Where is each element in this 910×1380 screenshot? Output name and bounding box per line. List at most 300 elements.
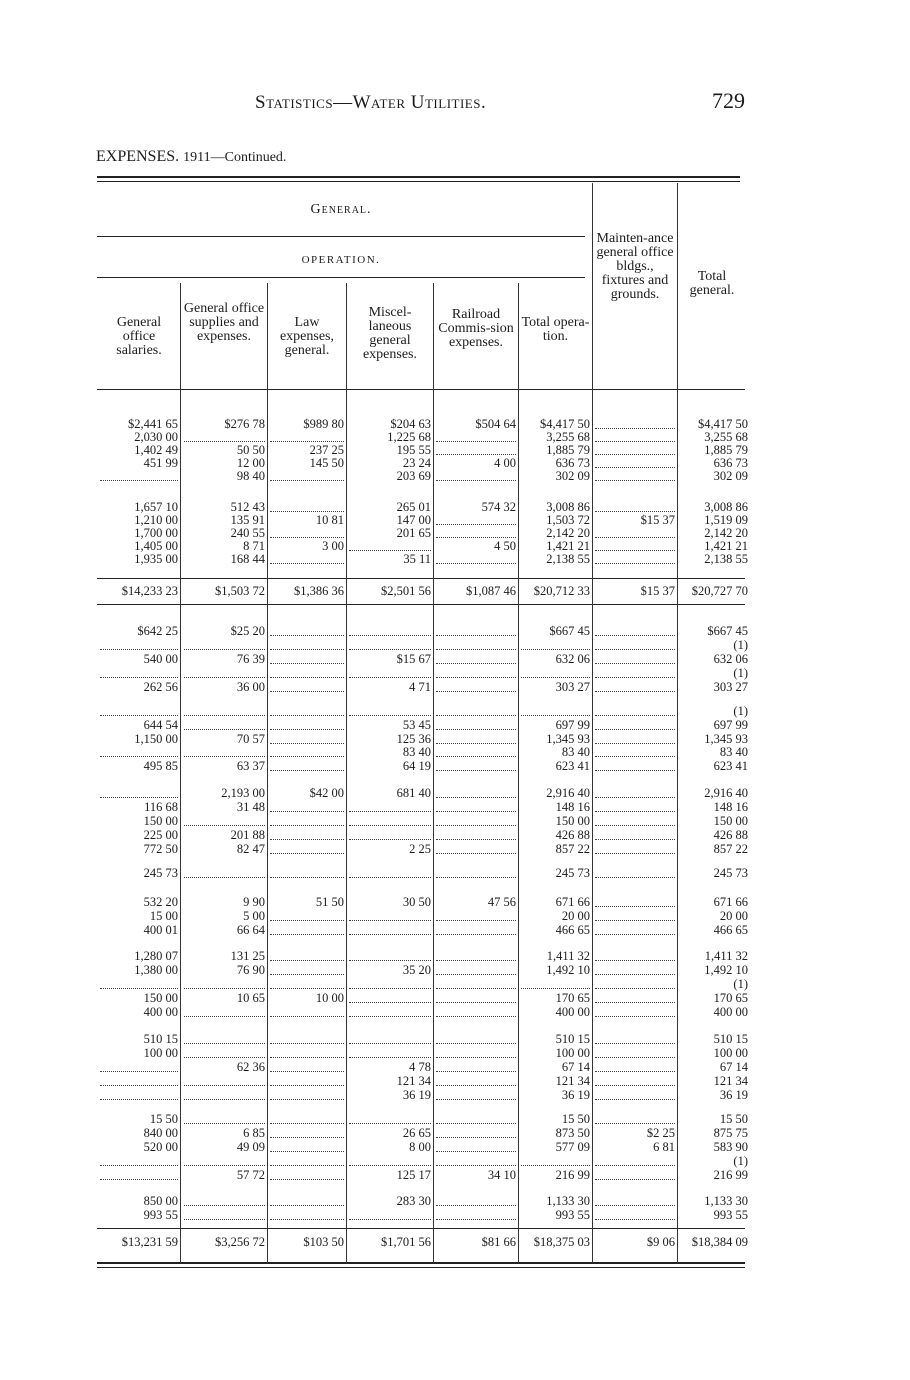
dot-leader [595, 715, 675, 716]
dot-leader [436, 454, 516, 455]
table-cell: $642 25 [137, 624, 178, 638]
table-cell: 2,030 00 [134, 430, 178, 444]
table-cell: 168 44 [230, 552, 265, 566]
dot-leader [184, 715, 265, 716]
dot-leader [184, 1043, 265, 1044]
dot-leader [436, 691, 516, 692]
table-cell: 3,255 68 [704, 430, 748, 444]
dot-leader [521, 988, 590, 989]
dot-leader [436, 825, 516, 826]
dot-leader [595, 839, 675, 840]
table-cell: 35 11 [403, 552, 431, 566]
dot-leader [436, 1085, 516, 1086]
dot-leader [349, 1165, 431, 1166]
dot-leader [349, 550, 431, 551]
dot-leader [436, 537, 516, 538]
table-cell: 15 50 [719, 1112, 748, 1126]
dot-leader [436, 663, 516, 664]
dot-leader [270, 811, 344, 812]
dot-leader [436, 441, 516, 442]
table-cell: 426 88 [713, 828, 748, 842]
table-cell: 400 00 [713, 1005, 748, 1019]
table-cell: $667 45 [549, 624, 590, 638]
operation-underline [97, 277, 585, 278]
subtotal-cell: $15 37 [640, 584, 675, 598]
table-cell: 303 27 [713, 680, 748, 694]
dot-leader [436, 839, 516, 840]
table-cell: 50 50 [236, 443, 265, 457]
dot-leader [270, 825, 344, 826]
dot-leader [349, 677, 431, 678]
table-cell: 2,138 55 [546, 552, 590, 566]
dot-leader [184, 1123, 265, 1124]
dot-leader [521, 1165, 590, 1166]
table-cell: 632 06 [713, 652, 748, 666]
dot-leader [436, 1123, 516, 1124]
bottom-rule-thin [97, 1267, 745, 1268]
table-cell: 1,225 68 [387, 430, 431, 444]
dot-leader [436, 480, 516, 481]
table-cell: 636 73 [713, 456, 748, 470]
caption-title: EXPENSES. [96, 148, 180, 165]
dot-leader [270, 1165, 344, 1166]
table-cell: 83 40 [402, 745, 431, 759]
dot-leader [436, 563, 516, 564]
table-cell: 201 65 [396, 526, 431, 540]
dot-leader [521, 649, 590, 650]
dot-leader [270, 988, 344, 989]
table-cell: 216 99 [555, 1168, 590, 1182]
dot-leader [595, 480, 675, 481]
dot-leader [436, 1099, 516, 1100]
table-cell: 426 88 [555, 828, 590, 842]
table-cell: 170 65 [713, 991, 748, 1005]
table-cell: 47 56 [487, 895, 516, 909]
dot-leader [595, 920, 675, 921]
table-cell: 64 19 [402, 759, 431, 773]
dot-leader [270, 715, 344, 716]
table-cell: 240 55 [230, 526, 265, 540]
subtotal-cell: $1,386 36 [294, 584, 344, 598]
table-cell: 1,492 10 [546, 963, 590, 977]
dot-leader [184, 988, 265, 989]
table-cell: 681 40 [396, 786, 431, 800]
dot-leader [595, 743, 675, 744]
dot-leader [270, 1043, 344, 1044]
dot-leader [270, 511, 344, 512]
table-cell: $2,441 65 [128, 417, 178, 431]
table-cell: 15 50 [149, 1112, 178, 1126]
table-cell: 644 54 [143, 718, 178, 732]
dot-leader [349, 715, 431, 716]
dot-leader [184, 1016, 265, 1017]
table-cell: $4,417 50 [540, 417, 590, 431]
dot-leader [184, 877, 265, 878]
table-cell: 30 50 [402, 895, 431, 909]
dot-leader [349, 1016, 431, 1017]
table-cell: 15 50 [561, 1112, 590, 1126]
top-rule-thin [97, 181, 740, 182]
table-cell: 1,492 10 [704, 963, 748, 977]
dot-leader [270, 853, 344, 854]
dot-leader [184, 1057, 265, 1058]
table-cell: 772 50 [143, 842, 178, 856]
dot-leader [270, 1151, 344, 1152]
dot-leader [270, 1057, 344, 1058]
dot-leader [270, 743, 344, 744]
dot-leader [595, 441, 675, 442]
table-cell: 520 00 [143, 1140, 178, 1154]
table-cell: 67 14 [719, 1060, 748, 1074]
table-cell: 116 68 [144, 800, 178, 814]
dot-leader [270, 537, 344, 538]
col-rule [677, 183, 678, 1263]
dot-leader [595, 853, 675, 854]
total-cell: $13,231 59 [121, 1235, 178, 1249]
table-cell: 574 32 [481, 500, 516, 514]
table-cell: 57 72 [236, 1168, 265, 1182]
dot-leader [270, 934, 344, 935]
table-cell: 302 09 [555, 469, 590, 483]
dot-leader [595, 1057, 675, 1058]
table-cell: 510 15 [713, 1032, 748, 1046]
table-cell: 245 73 [555, 866, 590, 880]
dot-leader [595, 811, 675, 812]
table-cell: $25 20 [230, 624, 265, 638]
subtotal-cell: $2,501 56 [381, 584, 431, 598]
dot-leader [595, 770, 675, 771]
table-cell: 466 65 [713, 923, 748, 937]
dot-leader [270, 1071, 344, 1072]
table-cell: 135 91 [230, 513, 265, 527]
table-cell: 265 01 [396, 500, 431, 514]
table-cell: 671 66 [555, 895, 590, 909]
dot-leader [270, 480, 344, 481]
table-cell: 1,885 79 [546, 443, 590, 457]
dot-leader [349, 934, 431, 935]
table-cell: 400 00 [143, 1005, 178, 1019]
table-cell: 451 99 [143, 456, 178, 470]
table-cell: 2,138 55 [704, 552, 748, 566]
table-cell: 1,133 30 [704, 1194, 748, 1208]
dot-leader [436, 974, 516, 975]
table-cell: 8 71 [243, 539, 265, 553]
table-cell: (1) [733, 1154, 748, 1168]
table-cell: 1,503 72 [546, 513, 590, 527]
table-cell: 201 88 [230, 828, 265, 842]
table-cell: 195 55 [396, 443, 431, 457]
dot-leader [595, 550, 675, 551]
dot-leader [595, 906, 675, 907]
dot-leader [595, 1205, 675, 1206]
dot-leader [349, 920, 431, 921]
dot-leader [436, 811, 516, 812]
dot-leader [595, 467, 675, 468]
dot-leader [521, 677, 590, 678]
table-cell: 121 34 [396, 1074, 431, 1088]
table-cell: 532 20 [143, 895, 178, 909]
table-cell: 36 19 [402, 1088, 431, 1102]
table-cell: 20 00 [561, 909, 590, 923]
table-cell: 35 20 [402, 963, 431, 977]
dot-leader [595, 1099, 675, 1100]
table-cell: 1,411 32 [546, 949, 590, 963]
dot-leader [436, 756, 516, 757]
dot-leader [270, 756, 344, 757]
col-header-total-general: Total general. [689, 269, 735, 298]
col-rule [180, 283, 181, 1263]
table-cell: $989 80 [303, 417, 344, 431]
table-cell: 150 00 [143, 814, 178, 828]
table-cell: 857 22 [555, 842, 590, 856]
table-cell: 170 65 [555, 991, 590, 1005]
dot-leader [100, 480, 178, 481]
table-cell: 145 50 [309, 456, 344, 470]
table-cell: $15 37 [640, 513, 675, 527]
table-cell: 697 99 [555, 718, 590, 732]
top-rule [97, 176, 740, 178]
dot-leader [349, 1002, 431, 1003]
dot-leader [270, 770, 344, 771]
table-cell: 495 85 [143, 759, 178, 773]
table-cell: 3,008 86 [704, 500, 748, 514]
dot-leader [100, 756, 178, 757]
running-title: Statistics—Water Utilities. [255, 92, 487, 113]
general-underline [97, 236, 585, 237]
table-cell: 1,133 30 [546, 1194, 590, 1208]
dot-leader [270, 1123, 344, 1124]
col-header-law: Law expenses, general. [279, 315, 335, 358]
table-cell: 623 41 [713, 759, 748, 773]
table-cell: 400 00 [555, 1005, 590, 1019]
table-cell: 2,916 40 [546, 786, 590, 800]
dot-leader [436, 853, 516, 854]
table-cell: 993 55 [713, 1208, 748, 1222]
dot-leader [436, 960, 516, 961]
table-cell: (1) [733, 666, 748, 680]
dot-leader [595, 663, 675, 664]
dot-leader [349, 1057, 431, 1058]
col-header-railroad: Railroad Commis-sion expenses. [438, 307, 514, 350]
table-cell: $42 00 [309, 786, 344, 800]
dot-leader [595, 649, 675, 650]
table-cell: 1,657 10 [134, 500, 178, 514]
subtotal-rule-bottom [97, 604, 745, 605]
dot-leader [436, 1016, 516, 1017]
dot-leader [184, 1219, 265, 1220]
dot-leader [595, 635, 675, 636]
dot-leader [436, 920, 516, 921]
table-cell: 82 47 [236, 842, 265, 856]
col-header-salaries: General office salaries. [116, 315, 162, 358]
dot-leader [270, 729, 344, 730]
table-cell: 1,210 00 [134, 513, 178, 527]
dot-leader [436, 1219, 516, 1220]
table-cell: 31 48 [236, 800, 265, 814]
col-header-misc: Miscel-laneous general expenses. [362, 305, 418, 362]
table-cell: 203 69 [396, 469, 431, 483]
total-cell: $9 06 [646, 1235, 675, 1249]
dot-leader [349, 839, 431, 840]
dot-leader [595, 563, 675, 564]
dot-leader [436, 677, 516, 678]
table-cell: 148 16 [713, 800, 748, 814]
dot-leader [270, 663, 344, 664]
table-cell: 150 00 [555, 814, 590, 828]
dot-leader [595, 729, 675, 730]
table-cell: 3,255 68 [546, 430, 590, 444]
table-cell: 100 00 [143, 1046, 178, 1060]
table-cell: 857 22 [713, 842, 748, 856]
dot-leader [595, 934, 675, 935]
table-cell: 2,142 20 [546, 526, 590, 540]
dot-leader [349, 1219, 431, 1220]
dot-leader [436, 797, 516, 798]
dot-leader [436, 1002, 516, 1003]
table-cell: 510 15 [143, 1032, 178, 1046]
subtotal-cell: $1,503 72 [215, 584, 265, 598]
table-cell: 83 40 [561, 745, 590, 759]
table-cell: 9 90 [243, 895, 265, 909]
dot-leader [184, 677, 265, 678]
dot-leader [270, 677, 344, 678]
dot-leader [436, 1205, 516, 1206]
dot-leader [184, 1165, 265, 1166]
table-cell: 1,280 07 [134, 949, 178, 963]
table-cell: 6 85 [243, 1126, 265, 1140]
table-cell: 4 71 [409, 680, 431, 694]
dot-leader [436, 729, 516, 730]
table-cell: 840 00 [143, 1126, 178, 1140]
col-header-maintenance: Mainten-ance general office bldgs., fixtures and grounds. [596, 231, 674, 302]
total-rule-top [97, 1228, 745, 1229]
general-group-header: General. [310, 202, 372, 217]
table-cell: 303 27 [555, 680, 590, 694]
table-cell: 1,380 00 [134, 963, 178, 977]
table-cell: $4,417 50 [698, 417, 748, 431]
dot-leader [349, 960, 431, 961]
dot-leader [270, 839, 344, 840]
dot-leader [349, 811, 431, 812]
table-cell: 216 99 [713, 1168, 748, 1182]
dot-leader [521, 715, 590, 716]
table-cell: 283 30 [396, 1194, 431, 1208]
table-cell: 540 00 [143, 652, 178, 666]
table-cell: 147 00 [396, 513, 431, 527]
table-cell: 125 36 [396, 732, 431, 746]
subtotal-rule-top [97, 578, 745, 579]
dot-leader [270, 1137, 344, 1138]
table-cell: 512 43 [230, 500, 265, 514]
table-cell: 36 19 [561, 1088, 590, 1102]
table-cell: 131 25 [230, 949, 265, 963]
dot-leader [595, 1016, 675, 1017]
table-cell: 34 10 [487, 1168, 516, 1182]
table-cell: 400 01 [143, 923, 178, 937]
table-cell: 632 06 [555, 652, 590, 666]
dot-leader [436, 1151, 516, 1152]
dot-leader [436, 988, 516, 989]
table-cell: 2,193 00 [221, 786, 265, 800]
dot-leader [270, 960, 344, 961]
table-cell: $2 25 [646, 1126, 675, 1140]
page-number: 729 [712, 88, 745, 113]
table-cell: 76 39 [236, 652, 265, 666]
table-cell: 993 55 [143, 1208, 178, 1222]
table-cell: 83 40 [719, 745, 748, 759]
dot-leader [595, 677, 675, 678]
dot-leader [595, 1085, 675, 1086]
dot-leader [100, 715, 178, 716]
table-cell: 23 24 [402, 456, 431, 470]
table-cell: 100 00 [555, 1046, 590, 1060]
table-cell: 4 00 [494, 456, 516, 470]
table-cell: $15 67 [396, 652, 431, 666]
subtotal-cell: $1,087 46 [466, 584, 516, 598]
table-cell: 125 17 [396, 1168, 431, 1182]
dot-leader [100, 1085, 178, 1086]
table-cell: 1,411 32 [704, 949, 748, 963]
table-cell: 1,405 00 [134, 539, 178, 553]
dot-leader [436, 649, 516, 650]
dot-leader [349, 1123, 431, 1124]
col-rule [518, 283, 519, 1263]
table-cell: 245 73 [713, 866, 748, 880]
table-cell: 873 50 [555, 1126, 590, 1140]
table-cell: 2,916 40 [704, 786, 748, 800]
table-cell: 63 37 [236, 759, 265, 773]
dot-leader [100, 988, 178, 989]
dot-leader [270, 877, 344, 878]
dot-leader [595, 537, 675, 538]
dot-leader [100, 1165, 178, 1166]
dot-leader [436, 1137, 516, 1138]
col-header-total-operation: Total opera-tion. [521, 315, 590, 344]
col-rule [433, 283, 434, 1263]
subtotal-cell: $20,712 33 [533, 584, 590, 598]
dot-leader [270, 1205, 344, 1206]
dot-leader [595, 454, 675, 455]
dot-leader [184, 649, 265, 650]
dot-leader [100, 1179, 178, 1180]
table-cell: 1,345 93 [546, 732, 590, 746]
table-cell: $204 63 [390, 417, 431, 431]
dot-leader [184, 756, 265, 757]
dot-leader [436, 877, 516, 878]
dot-leader [270, 920, 344, 921]
dot-leader [436, 635, 516, 636]
total-cell: $18,384 09 [691, 1235, 748, 1249]
table-cell: 66 64 [236, 923, 265, 937]
dot-leader [436, 715, 516, 716]
dot-leader [270, 563, 344, 564]
table-cell: 36 00 [236, 680, 265, 694]
dot-leader [349, 825, 431, 826]
table-cell: 2 25 [409, 842, 431, 856]
table-cell: 466 65 [555, 923, 590, 937]
dot-leader [436, 743, 516, 744]
dot-leader [100, 797, 178, 798]
table-cell: 4 50 [494, 539, 516, 553]
dot-leader [184, 729, 265, 730]
table-cell: 98 40 [236, 469, 265, 483]
table-cell: 150 00 [713, 814, 748, 828]
table-caption [96, 148, 286, 166]
col-header-supplies: General office supplies and expenses. [183, 301, 265, 344]
table-cell: 850 00 [143, 1194, 178, 1208]
dot-leader [184, 1085, 265, 1086]
dot-leader [100, 1099, 178, 1100]
